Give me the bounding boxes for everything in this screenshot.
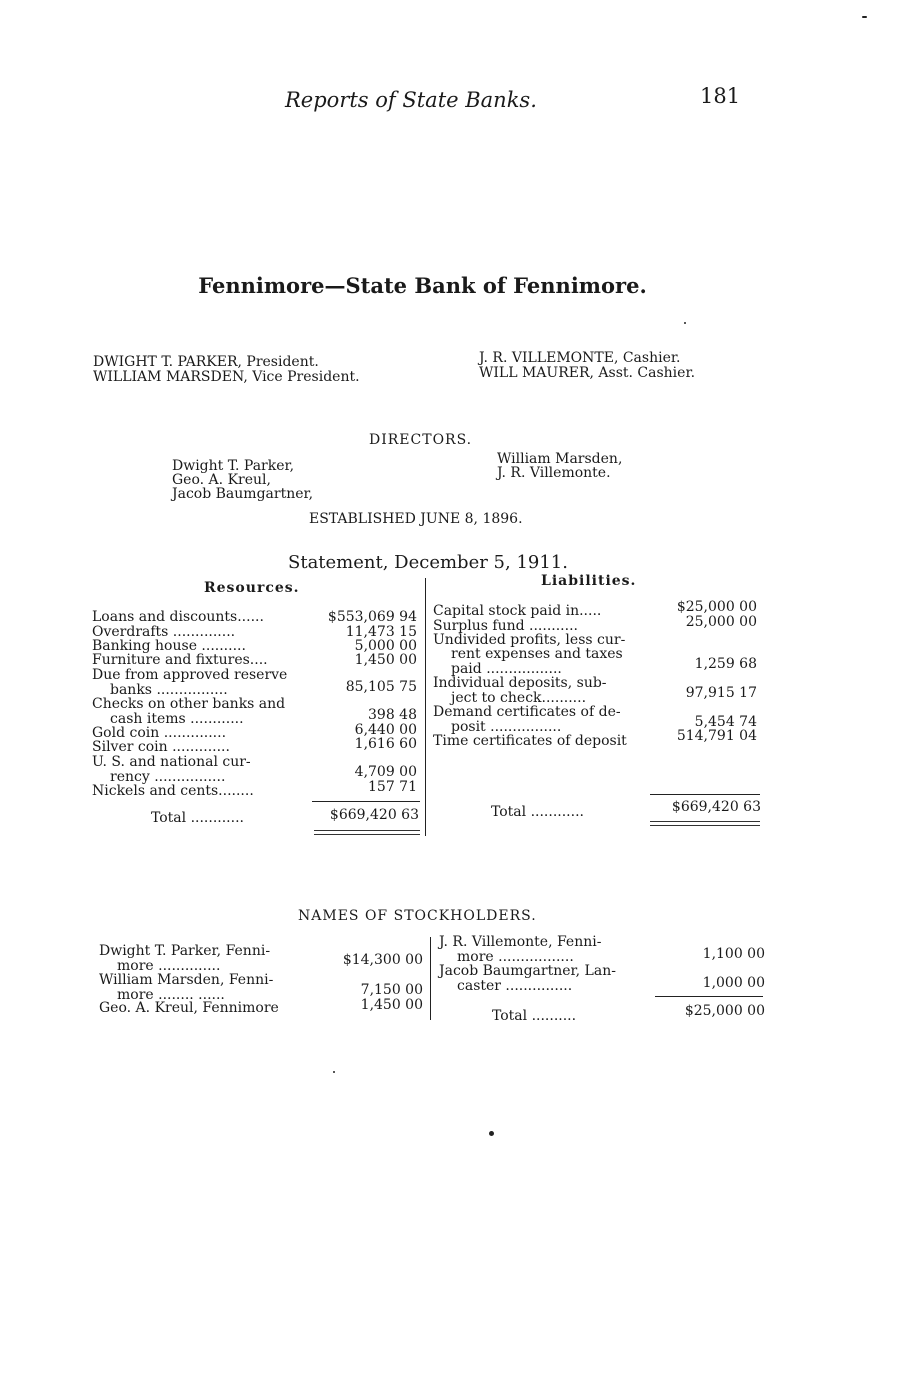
bank-title: Fennimore—State Bank of Fennimore. — [198, 273, 647, 298]
stockholder-name: William Marsden, Fenni- — [99, 972, 274, 988]
resource-amount: 11,473 15 — [345, 624, 417, 640]
liability-label: Individual deposits, sub- — [433, 675, 607, 691]
stockholder-amount: 7,150 00 — [360, 982, 423, 998]
directors-heading: DIRECTORS. — [369, 432, 473, 448]
liability-label: rent expenses and taxes — [451, 646, 623, 662]
ink-speck — [333, 1071, 335, 1073]
stockholder-name: Jacob Baumgartner, Lan- — [439, 963, 616, 979]
liability-amount: 1,259 68 — [694, 656, 757, 672]
resource-label: Silver coin ............. — [92, 739, 230, 755]
statement-column-divider — [425, 578, 426, 836]
stockholders-column-divider — [430, 937, 431, 1020]
director-name: Geo. A. Kreul, — [172, 472, 271, 488]
liability-label: Time certificates of deposit — [433, 733, 627, 749]
liabilities-heading: Liabilities. — [541, 573, 637, 589]
ink-speck — [489, 1131, 494, 1136]
stockholders-total-amount: $25,000 00 — [684, 1003, 765, 1019]
liability-amount: 514,791 04 — [676, 728, 757, 744]
liabilities-total-double-rule — [650, 821, 760, 826]
stockholder-name: Dwight T. Parker, Fenni- — [99, 943, 271, 959]
ink-speck — [862, 16, 867, 18]
liability-label: Surplus fund ........... — [433, 618, 578, 634]
liability-label: Capital stock paid in..... — [433, 603, 602, 619]
liabilities-total-label: Total ............ — [491, 804, 584, 820]
resource-label: cash items ............ — [110, 711, 244, 727]
resource-amount: 157 71 — [368, 779, 417, 795]
stockholder-amount: 1,450 00 — [360, 997, 423, 1013]
stockholders-total-rule — [655, 996, 763, 997]
page-number: 181 — [700, 84, 741, 108]
resource-label: Furniture and fixtures.... — [92, 652, 268, 668]
stockholder-name: caster ............... — [457, 978, 573, 994]
stockholder-amount: 1,000 00 — [702, 975, 765, 991]
resource-label: Gold coin .............. — [92, 725, 227, 741]
resources-total-double-rule — [314, 830, 420, 835]
resource-label: rency ................ — [110, 769, 226, 785]
liability-label: ject to check.......... — [451, 690, 587, 706]
resource-label: U. S. and national cur- — [92, 754, 251, 770]
officer-vice-president: WILLIAM MARSDEN, Vice President. — [93, 369, 360, 385]
officer-cashier: J. R. VILLEMONTE, Cashier. — [479, 350, 681, 366]
liabilities-subtotal-rule — [650, 794, 760, 795]
resource-amount: $553,069 94 — [327, 609, 417, 625]
resources-subtotal-rule — [312, 801, 420, 802]
resource-amount: 4,709 00 — [354, 764, 417, 780]
resource-amount: 1,450 00 — [354, 652, 417, 668]
stockholder-name: J. R. Villemonte, Fenni- — [439, 934, 602, 950]
liability-label: Demand certificates of de- — [433, 704, 621, 720]
liability-label: Undivided profits, less cur- — [433, 632, 626, 648]
stockholder-amount: $14,300 00 — [342, 952, 423, 968]
director-name: William Marsden, — [497, 451, 623, 467]
resources-heading: Resources. — [204, 580, 300, 596]
resource-label: Banking house .......... — [92, 638, 246, 654]
resource-label: Due from approved reserve — [92, 667, 288, 683]
resource-amount: 1,616 60 — [354, 736, 417, 752]
stockholders-total-label: Total .......... — [492, 1008, 577, 1024]
running-header-title: Reports of State Banks. — [285, 88, 537, 112]
liability-amount: $25,000 00 — [676, 599, 757, 615]
liability-amount: 5,454 74 — [694, 714, 757, 730]
resource-label: Nickels and cents........ — [92, 783, 254, 799]
stockholder-name: more .............. — [117, 958, 221, 974]
director-name: Dwight T. Parker, — [172, 458, 295, 474]
resource-amount: 6,440 00 — [354, 722, 417, 738]
resource-label: Overdrafts .............. — [92, 624, 236, 640]
director-name: Jacob Baumgartner, — [172, 486, 314, 502]
officer-asst-cashier: WILL MAURER, Asst. Cashier. — [479, 365, 696, 381]
ink-speck — [684, 322, 686, 324]
resource-label: Loans and discounts...... — [92, 609, 264, 625]
resources-total-label: Total ............ — [151, 810, 244, 826]
director-name: J. R. Villemonte. — [497, 465, 611, 481]
liabilities-total-amount: $669,420 63 — [671, 799, 761, 815]
resource-amount: 5,000 00 — [354, 638, 417, 654]
stockholder-name: more ........ ...... — [117, 987, 225, 1003]
liability-label: paid ................. — [451, 661, 562, 677]
resources-total-amount: $669,420 63 — [329, 807, 419, 823]
established-date: ESTABLISHED JUNE 8, 1896. — [309, 511, 523, 527]
stockholder-amount: 1,100 00 — [702, 946, 765, 962]
stockholder-name: more ................. — [457, 949, 574, 965]
liability-amount: 25,000 00 — [685, 614, 757, 630]
liability-label: posit ................ — [451, 719, 562, 735]
officer-president: DWIGHT T. PARKER, President. — [93, 354, 319, 370]
resource-amount: 85,105 75 — [345, 679, 417, 695]
liability-amount: 97,915 17 — [685, 685, 757, 701]
resource-label: banks ................ — [110, 682, 228, 698]
statement-title: Statement, December 5, 1911. — [288, 552, 568, 573]
stockholders-heading: NAMES OF STOCKHOLDERS. — [298, 908, 537, 924]
resource-amount: 398 48 — [368, 707, 417, 723]
stockholder-name: Geo. A. Kreul, Fennimore — [99, 1000, 279, 1016]
resource-label: Checks on other banks and — [92, 696, 286, 712]
